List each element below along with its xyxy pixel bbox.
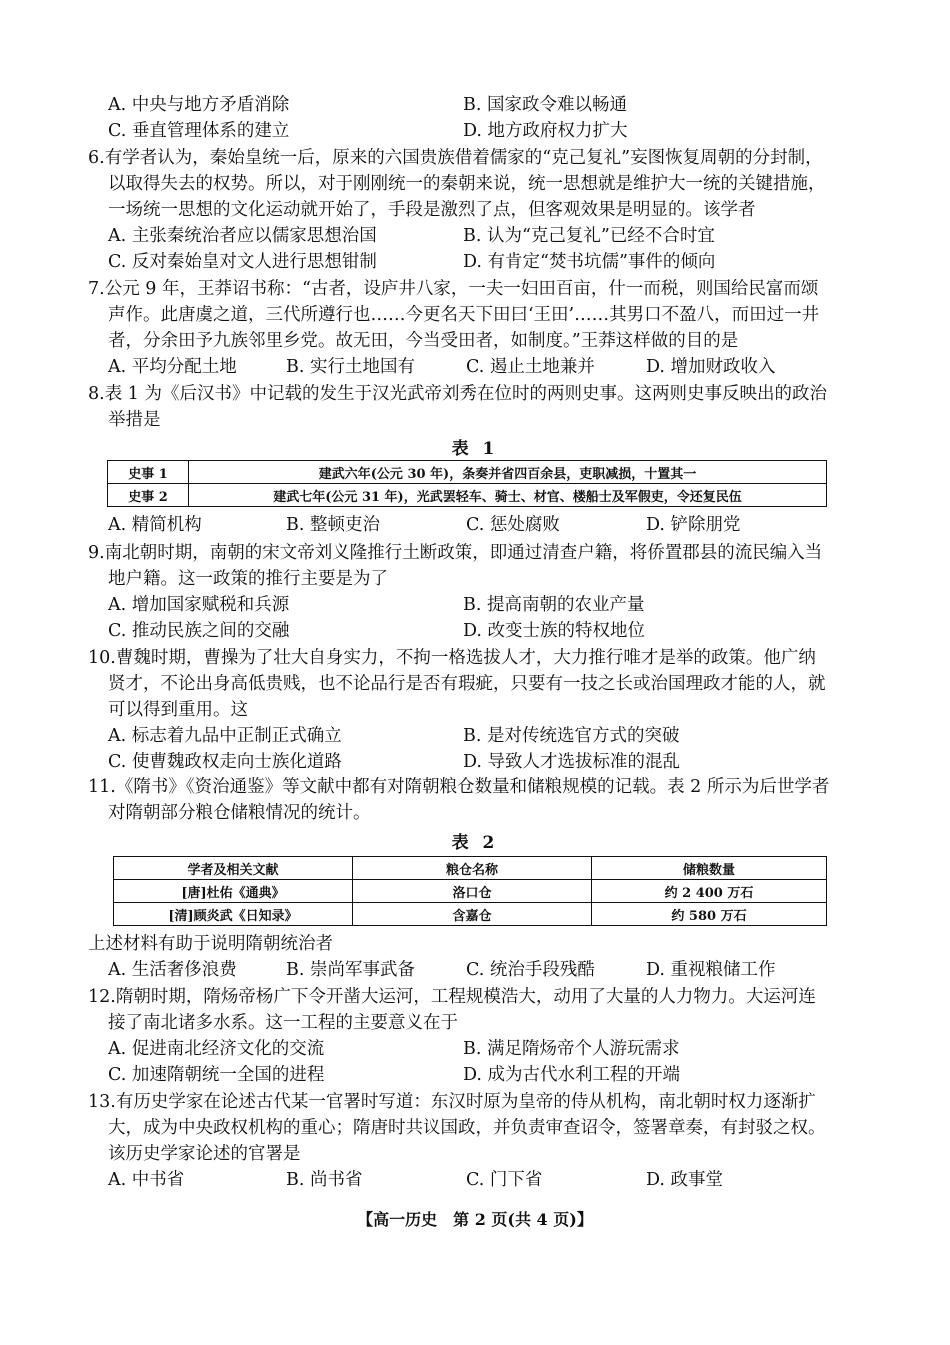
option-c: C. 统治手段残酷 (466, 960, 595, 980)
table-cell: 建武六年(公元 30 年)，条奏并省四百余县，吏职减损，十置其一 (189, 461, 827, 484)
table-1-caption: 表 1 (451, 439, 499, 459)
option-c: C. 推动民族之间的交融 (108, 621, 290, 641)
question-11-continued (88, 931, 833, 983)
question-text: 上述材料有助于说明隋朝统治者 (88, 934, 333, 954)
table-header-cell: 储粮数量 (592, 857, 827, 880)
option-b: B. 尚书省 (286, 1170, 363, 1190)
option-a: A. 主张秦统治者应以儒家思想治国 (108, 226, 377, 246)
option-c: C. 垂直管理体系的建立 (108, 121, 290, 141)
stem-text: 曹魏时期，曹操为了壮大自身实力，不拘一格选拔人才，大力推行唯才是举的政策。他广纳贤才，不论出身高低贵贱，也不论品行是否有瑕疵，只要有一技之长或治国理政才能的人，就可以得到重用。这 (108, 648, 826, 720)
option-b: B. 认为“克己复礼”已经不合时宜 (463, 226, 715, 246)
question-number: 11. (88, 777, 116, 797)
option-b: B. 实行土地国有 (286, 357, 415, 377)
option-c: C. 惩处腐败 (466, 515, 560, 535)
stem-text: 隋朝时期，隋炀帝杨广下令开凿大运河，工程规模浩大，动用了大量的人力物力。大运河连接了南北诸多水系。这一工程的主要意义在于 (108, 987, 816, 1033)
table-1 (107, 460, 827, 507)
option-a: A. 生活奢侈浪费 (108, 960, 237, 980)
option-a: A. 标志着九品中正制正式确立 (108, 726, 342, 746)
question-5 (88, 92, 833, 144)
question-stem (88, 540, 833, 592)
question-stem (88, 276, 833, 354)
option-d: D. 成为古代水利工程的开端 (463, 1065, 681, 1085)
question-9 (88, 540, 833, 644)
stem-text: 南北朝时期，南朝的宋文帝刘义隆推行土断政策，即通过清查户籍，将侨置郡县的流民编入当地户籍。这一政策的推行主要是为了 (104, 543, 823, 589)
option-d: D. 改变士族的特权地位 (463, 621, 646, 641)
question-11 (88, 774, 833, 826)
question-7 (88, 276, 833, 380)
table-cell: [唐]杜佑《通典》 (114, 880, 353, 903)
option-a: A. 平均分配土地 (108, 357, 237, 377)
option-c: C. 遏止土地兼并 (466, 357, 595, 377)
table-cell: 约 580 万石 (592, 903, 827, 926)
table-row (108, 461, 827, 484)
stem-text: 有学者认为，秦始皇统一后，原来的六国贵族借着儒家的“克己复礼”妄图恢复周朝的分封制，以取得失去的权势。所以，对于刚刚统一的秦朝来说，统一思想就是维护大一统的关键措施，一场统一思想的文化运动就开始了，手段是激烈了点，但客观效果是明显的。该学者 (104, 148, 826, 220)
table-cell: 洛口仓 (353, 880, 592, 903)
option-a: A. 增加国家赋税和兵源 (108, 595, 290, 615)
table-2-caption: 表 2 (451, 833, 499, 853)
question-stem (88, 145, 833, 223)
question-number: 9. (88, 543, 105, 563)
option-d: D. 有肯定“焚书坑儒”事件的倾向 (463, 252, 716, 272)
table-header-cell: 学者及相关文献 (114, 857, 353, 880)
question-13 (88, 1089, 833, 1193)
question-number: 6. (88, 148, 105, 168)
option-a: A. 中书省 (108, 1170, 185, 1190)
option-d: D. 导致人才选拔标准的混乱 (463, 752, 681, 772)
option-b: B. 崇尚军事武备 (286, 960, 415, 980)
question-stem (88, 645, 833, 723)
option-d: D. 增加财政收入 (646, 357, 776, 377)
option-d: D. 重视粮储工作 (646, 960, 776, 980)
page-footer: 【高一历史 第 2 页(共 4 页)】 (357, 1210, 593, 1229)
option-b: B. 满足隋炀帝个人游玩需求 (463, 1039, 680, 1059)
question-number: 10. (88, 648, 116, 668)
question-stem (88, 1089, 833, 1167)
question-number: 7. (88, 279, 105, 299)
table-2 (113, 856, 827, 926)
option-d: D. 地方政府权力扩大 (463, 121, 628, 141)
question-12 (88, 984, 833, 1088)
stem-text: 有历史学家在论述古代某一官署时写道：东汉时原为皇帝的侍从机构，南北朝时权力逐渐扩大，成为中央政权机构的重心；隋唐时共议国政，并负责审查诏令，签署章奏，有封驳之权。该历史学家论述的官署是 (108, 1092, 826, 1164)
table-cell: 建武七年(公元 31 年)，光武罢轻车、骑士、材官、楼船士及军假吏，令还复民伍 (189, 484, 827, 507)
table-header-row (114, 857, 827, 880)
option-b: B. 国家政令难以畅通 (463, 95, 627, 115)
question-stem (88, 381, 833, 433)
option-c: C. 使曹魏政权走向士族化道路 (108, 752, 342, 772)
table-row (108, 484, 827, 507)
option-b: B. 是对传统选官方式的突破 (463, 726, 680, 746)
stem-text: 表 1 为《后汉书》中记载的发生于汉光武帝刘秀在位时的两则史事。这两则史事反映出的政治举措是 (104, 384, 827, 430)
question-10 (88, 645, 833, 775)
table-cell: 约 2 400 万石 (592, 880, 827, 903)
option-a: A. 精简机构 (108, 515, 202, 535)
question-6 (88, 145, 833, 275)
question-stem (88, 984, 833, 1036)
table-cell: 含嘉仓 (353, 903, 592, 926)
table-row (114, 903, 827, 926)
table-header-cell: 粮仓名称 (353, 857, 592, 880)
option-d: D. 政事堂 (646, 1170, 724, 1190)
question-number: 8. (88, 384, 105, 404)
question-number: 13. (88, 1092, 116, 1112)
table-cell: 史事 1 (108, 461, 189, 484)
stem-text: 《隋书》《资治通鉴》等文献中都有对隋朝粮仓数量和储粮规模的记载。表 2 所示为后世学者对隋朝部分粮仓储粮情况的统计。 (108, 777, 830, 823)
option-c: C. 加速隋朝统一全国的进程 (108, 1065, 325, 1085)
table-cell: [清]顾炎武《日知录》 (114, 903, 353, 926)
question-8 (88, 381, 833, 433)
option-a: A. 中央与地方矛盾消除 (108, 95, 290, 115)
option-b: B. 提高南朝的农业产量 (463, 595, 645, 615)
table-cell: 史事 2 (108, 484, 189, 507)
option-c: C. 门下省 (466, 1170, 543, 1190)
question-8-options (88, 512, 833, 538)
question-number: 12. (88, 987, 116, 1007)
option-b: B. 整顿吏治 (286, 515, 380, 535)
table-row (114, 880, 827, 903)
option-c: C. 反对秦始皇对文人进行思想钳制 (108, 252, 377, 272)
option-a: A. 促进南北经济文化的交流 (108, 1039, 325, 1059)
option-d: D. 铲除朋党 (646, 515, 741, 535)
question-stem (88, 774, 833, 826)
stem-text: 公元 9 年，王莽诏书称：“古者，设庐井八家，一夫一妇田百亩，什一而税，则国给民富而颂声作。此唐虞之道，三代所遵行也……今更名天下田曰‘王田’……其男口不盈八，而田过一井者，分余田予九族邻里乡党。故无田，今当受田者，如制度。”王莽这样做的目的是 (104, 279, 820, 351)
